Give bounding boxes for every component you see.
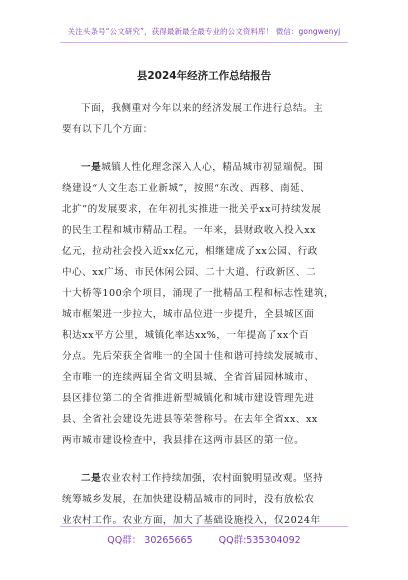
- section1-heading-text: 城镇人性化理念深入人心，精品城市初显端倪。围: [101, 162, 324, 173]
- section2-line: 统筹城乡发展，在加快建设精品城市的同时，没有放松农: [62, 494, 315, 505]
- section1-first-line: [62, 157, 346, 178]
- section1-lead: 一是: [81, 162, 102, 173]
- section1-line: 十大桥等100余个项目，涌现了一批精品工程和标志性建筑，: [62, 288, 335, 299]
- section2-line: 业农村工作。农业方面，加大了基础设施投入，仅2024年: [62, 515, 321, 526]
- header-divider: [60, 42, 348, 43]
- section1-line: 积达xx平方公里，城镇化率达xx%，一年提高了xx个百: [62, 330, 309, 341]
- intro-line: 下面，我侧重对今年以来的经济发展工作进行总结。主: [81, 103, 324, 114]
- section1-line: 绕建设“人文生态工业新城”，按照“东改、西移、南延、: [62, 183, 311, 194]
- section1-line: 县、全省社会建设先进县等荣誉称号。在去年全省xx、xx: [62, 414, 318, 425]
- section1-line: 城市框架进一步拉大，城市品位进一步提升，全县城区面: [62, 309, 315, 320]
- section1-line: 两市城市建设检查中，我县排在这两市县区的第一位。: [62, 435, 305, 446]
- document-body: [62, 98, 346, 531]
- section1-line: 全市唯一的连续两届全省文明县城、全省首届园林城市、: [62, 372, 315, 383]
- footer-qq-group-2: QQ群:535304092: [218, 535, 301, 546]
- footer-divider: [60, 526, 348, 527]
- paragraph-gap: [62, 451, 346, 468]
- intro-line: 要有以下几个方面：: [62, 124, 153, 135]
- document-title: 县2024年经济工作总结报告: [136, 70, 272, 82]
- section1-line: 亿元，拉动社会投入近xx亿元，相继建成了xx公园、行政: [62, 246, 318, 257]
- section2-heading-text: 农业农村工作持续加强，农村面貌明显改观。坚持: [101, 473, 324, 484]
- footer-qq-group-1: QQ群： 30265665: [107, 535, 193, 546]
- section1-line: 分点。先后荣获全省唯一的全国十佳和谐可持续发展城市、: [62, 351, 325, 362]
- section1-line: 北扩”的发展要求，在年初扎实推进一批关乎xx可持续发展: [62, 204, 322, 215]
- header-banner: 关注头条号“公文研究”，获得最新最全最专业的公文资料库！ 微信：gongwenyj: [67, 27, 341, 36]
- section1-line: 中心、xx广场、市民休闲公园、二十大道、行政新区、二: [62, 267, 317, 278]
- section2-first-line: [62, 468, 346, 489]
- section1-line: 县区排位第二的全省推进新型城镇化和城市建设管理先进: [62, 393, 315, 404]
- section1-line: 的民生工程和城市精品工程。一年来，县财政收入投入xx: [62, 225, 317, 236]
- section2-lead: 二是: [81, 473, 102, 484]
- paragraph-gap: [62, 140, 346, 157]
- footer: [0, 532, 408, 546]
